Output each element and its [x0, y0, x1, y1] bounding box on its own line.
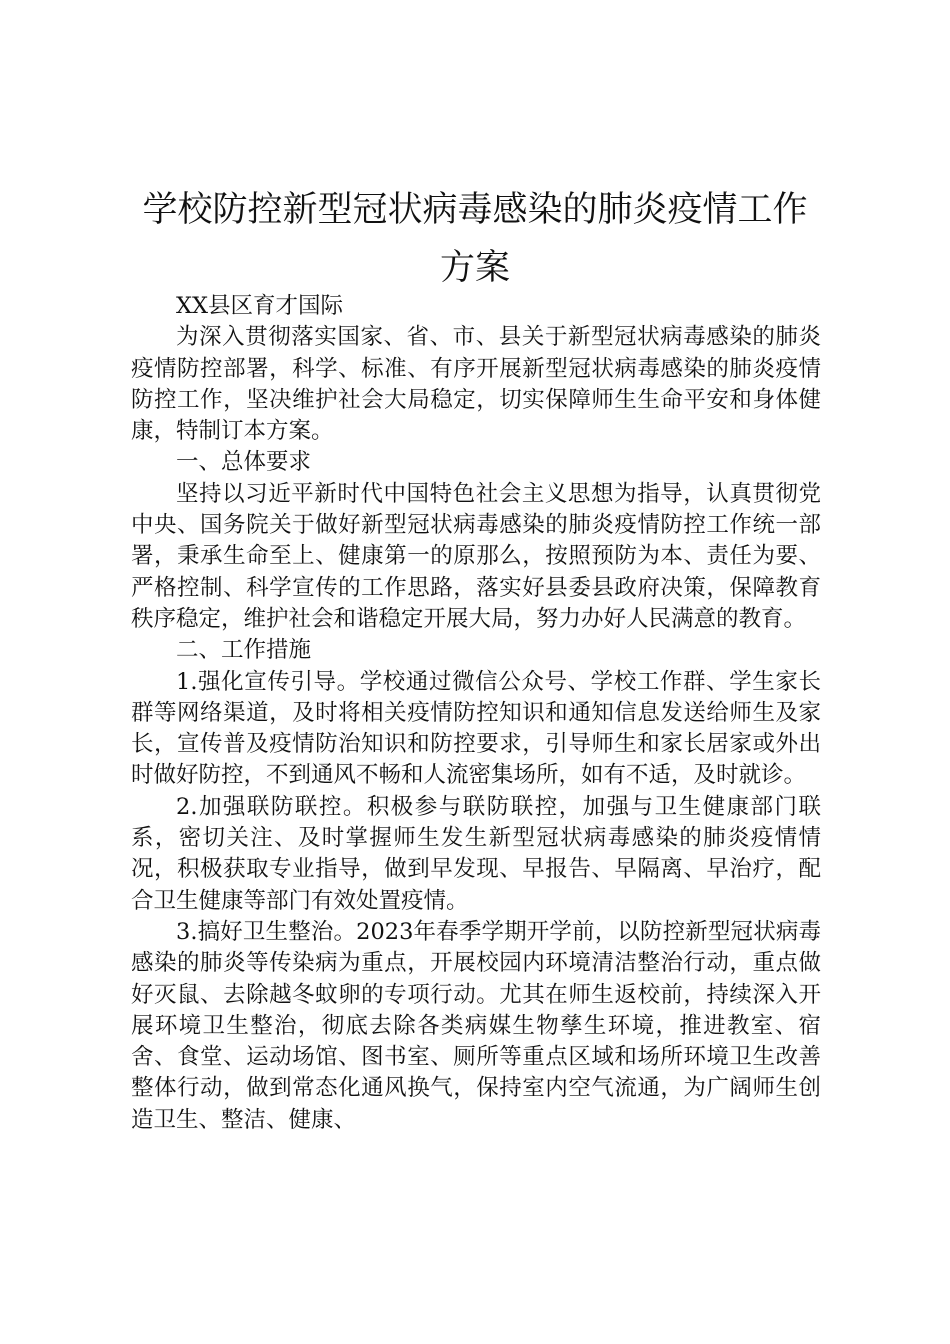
paragraph-measure-3: 3.搞好卫生整治。2023年春季学期开学前，以防控新型冠状病毒感染的肺炎等传染病为重点，开展校园内环境清洁整治行动，重点做好灭鼠、去除越冬蚊卵的专项行动。尤其在师生返校前，持续深入开展环境卫生整治，彻底去除各类病媒生物孳生环境，推进教室、宿舍、食堂、运动场馆、图书室、厕所等重点区域和场所环境卫生改善整体行动，做到常态化通风换气，保持室内空气流通，为广阔师生创造卫生、整洁、健康、 — [131, 918, 821, 1133]
paragraph-measure-2: 2.加强联防联控。积极参与联防联控，加强与卫生健康部门联系，密切关注、及时掌握师生发生新型冠状病毒感染的肺炎疫情情况，积极获取专业指导，做到早发现、早报告、早隔离、早治疗，配合卫生健康等部门有效处置疫情。 — [131, 793, 821, 914]
document-title-line2: 方案 — [439, 248, 510, 288]
section-heading-general: 一、总体要求 — [176, 449, 312, 476]
paragraph-general-requirements: 坚持以习近平新时代中国特色社会主义思想为指导，认真贯彻党中央、国务院关于做好新型冠状病毒感染的肺炎疫情防控工作统一部署，秉承生命至上、健康第一的原那么，按照预防为本、责任为要、严格控制、科学宣传的工作思路，落实好县委县政府决策，保障教育秩序稳定，维护社会和谐稳定开展大局，努力办好人民满意的教育。 — [131, 480, 821, 632]
paragraph-intro: 为深入贯彻落实国家、省、市、县关于新型冠状病毒感染的肺炎疫情防控部署，科学、标准、有序开展新型冠状病毒感染的肺炎疫情防控工作，坚决维护社会大局稳定，切实保障师生生命平安和身体健康，特制订本方案。 — [131, 324, 821, 445]
author-line: XX县区育才国际 — [176, 293, 344, 319]
document-body — [131, 291, 821, 1136]
document-title-line1: 学校防控新型冠状病毒感染的肺炎疫情工作 — [142, 190, 808, 230]
section-heading-measures: 二、工作措施 — [176, 637, 312, 664]
paragraph-measure-1: 1.强化宣传引导。学校通过微信公众号、学校工作群、学生家长群等网络渠道，及时将相关疫情防控知识和通知信息发送给师生及家长，宣传普及疫情防治知识和防控要求，引导师生和家长居家或外出时做好防控，不到通风不畅和人流密集场所，如有不适，及时就诊。 — [131, 668, 821, 789]
